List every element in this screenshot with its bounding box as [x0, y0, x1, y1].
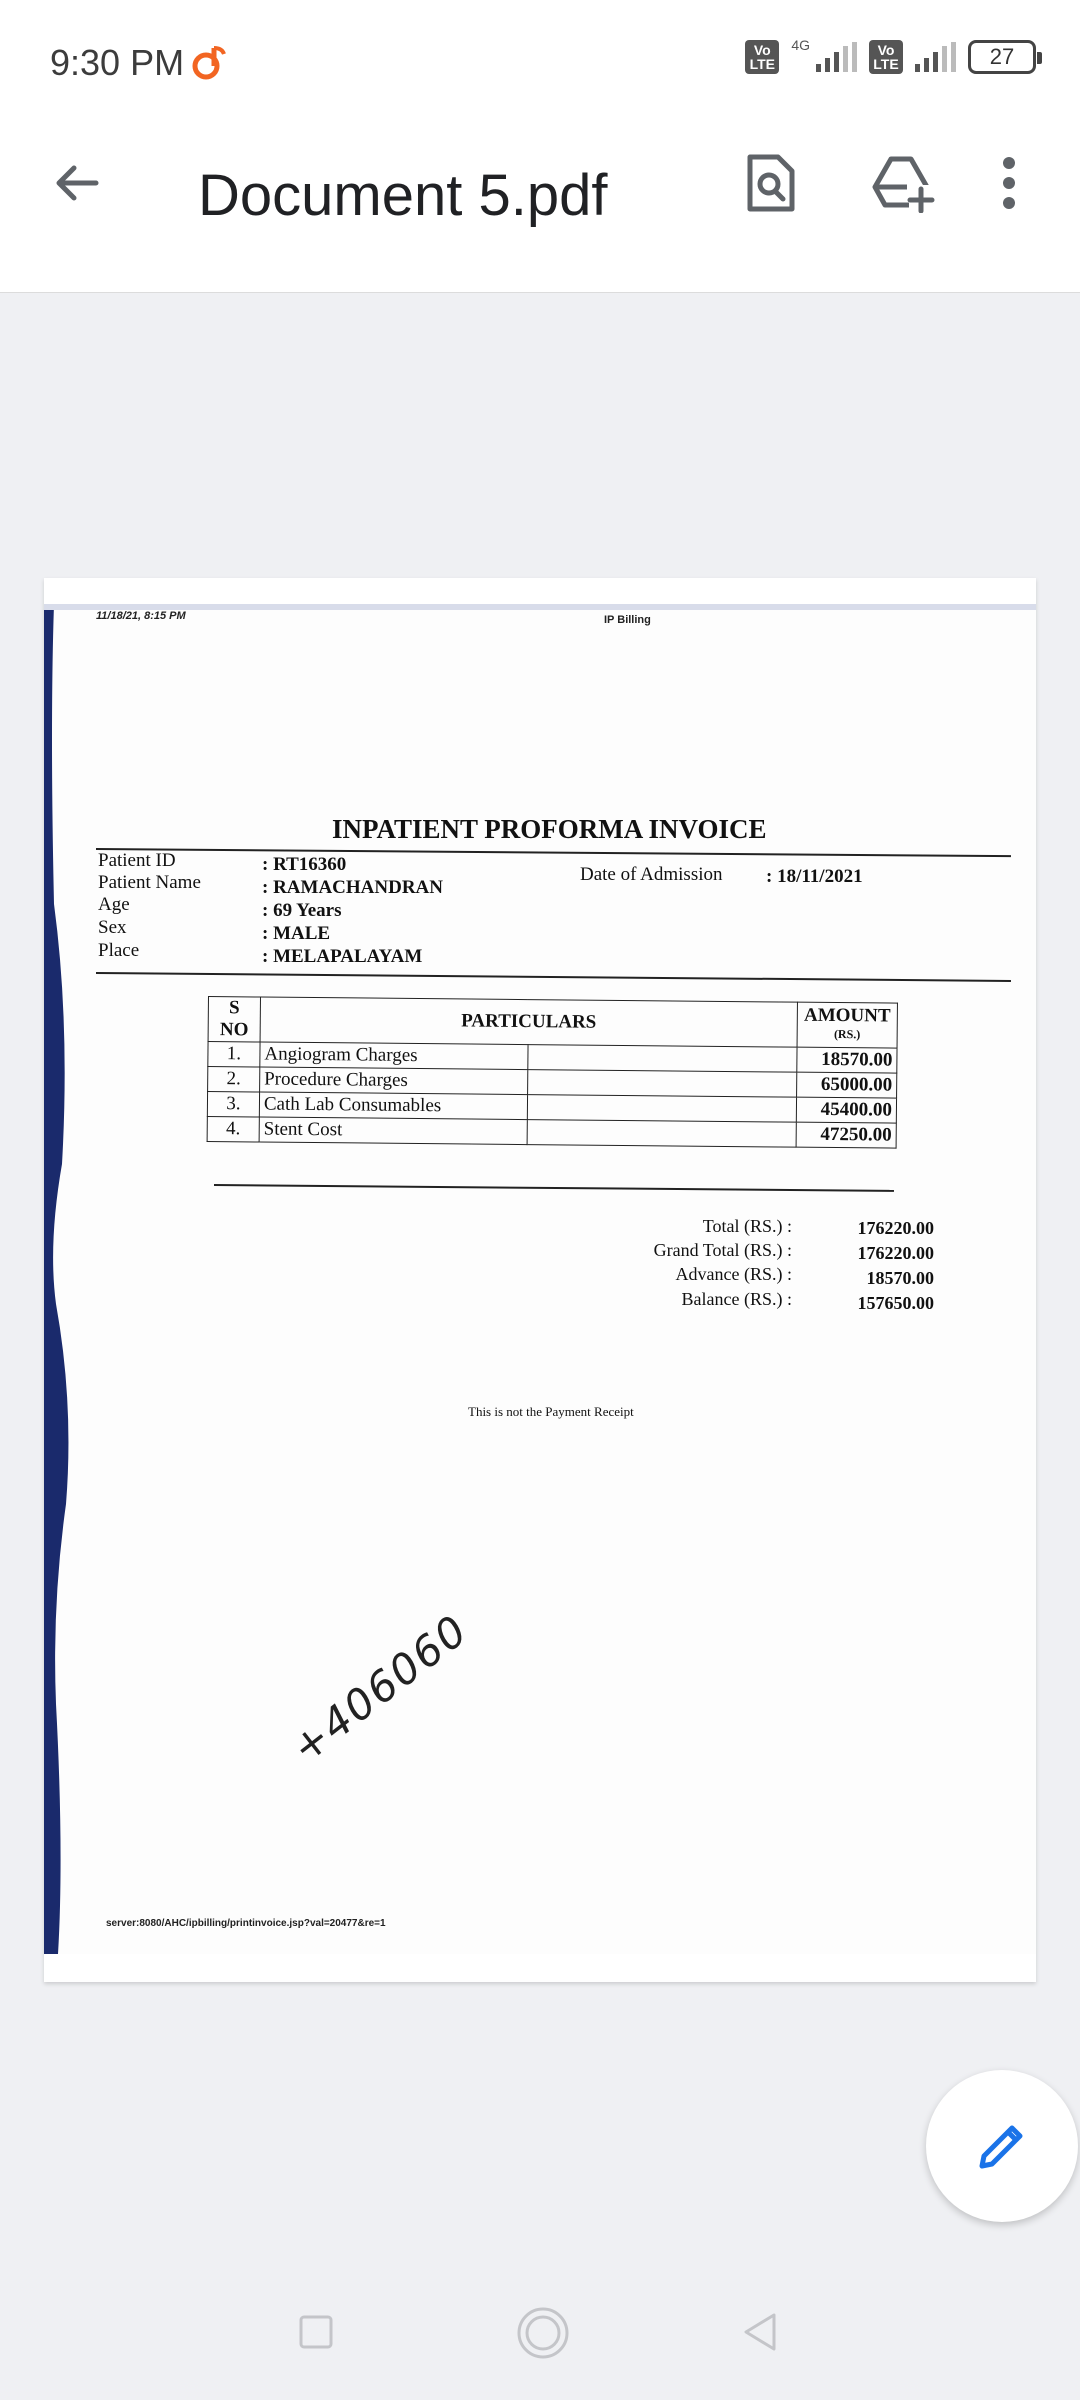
status-indicators	[745, 37, 1036, 74]
amount-header-label: AMOUNT	[803, 1004, 891, 1027]
system-nav-bar	[0, 2290, 1080, 2400]
sex-value: : MALE	[262, 923, 331, 944]
row-blank-cell	[527, 1095, 797, 1123]
amount-header	[797, 1002, 897, 1048]
home-button[interactable]	[516, 2306, 570, 2360]
balance-label: Balance (RS.) :	[681, 1289, 792, 1309]
app-bar	[0, 130, 1080, 293]
admission-date-label: Date of Admission	[580, 864, 723, 885]
not-receipt-note: This is not the Payment Receipt	[468, 1404, 634, 1419]
sim2-volte-badge: Vo LTE	[869, 40, 903, 74]
invoice-title: INPATIENT PROFORMA INVOICE	[332, 814, 767, 844]
row-particular: Stent Cost	[259, 1117, 527, 1145]
back-button[interactable]	[44, 150, 110, 216]
row-amount: 18570.00	[797, 1047, 897, 1073]
row-blank-cell	[527, 1070, 797, 1098]
table-header-row	[208, 997, 897, 1049]
row-blank-cell	[527, 1045, 797, 1073]
scanned-invoice	[44, 604, 1036, 1954]
recents-square-icon	[299, 2315, 333, 2349]
document-title: Document 5.pdf	[198, 163, 608, 228]
more-vert-icon	[999, 153, 1019, 213]
arrow-left-icon	[52, 158, 102, 208]
edit-pencil-icon	[972, 2116, 1032, 2176]
pdf-page[interactable]	[44, 578, 1036, 1982]
footer-url: server:8080/AHC/ipbilling/printinvoice.jsp?val=20477&re=1	[106, 1918, 386, 1929]
row-amount: 47250.00	[796, 1122, 896, 1148]
charges-table	[207, 996, 898, 1149]
patient-id-value: : RT16360	[262, 854, 347, 875]
balance-value: 157650.00	[857, 1293, 934, 1313]
add-to-drive-button[interactable]	[868, 148, 938, 218]
status-bar	[0, 0, 1080, 130]
home-circle-icon	[516, 2306, 570, 2360]
amount-unit-label: (RS.)	[833, 1027, 861, 1042]
sno-header: S NO	[208, 997, 260, 1042]
row-sno: 3.	[207, 1092, 259, 1117]
back-nav-button[interactable]	[740, 2312, 780, 2352]
patient-name-label: Patient Name	[98, 872, 201, 893]
grand-total-label: Grand Total (RS.) :	[653, 1240, 792, 1260]
admission-date-value: : 18/11/2021	[766, 866, 863, 887]
sim1-volte-badge: Vo LTE	[745, 40, 779, 74]
row-particular: Procedure Charges	[260, 1067, 528, 1095]
patient-id-label: Patient ID	[98, 850, 176, 871]
row-blank-cell	[527, 1120, 797, 1148]
row-amount: 65000.00	[797, 1072, 897, 1098]
sex-label: Sex	[98, 917, 127, 938]
handwritten-number: +406060	[282, 1604, 478, 1773]
find-in-page-icon	[744, 153, 798, 213]
status-time: 9:30 PM	[50, 42, 185, 83]
place-value: : MELAPALAYAM	[262, 946, 423, 967]
advance-label: Advance (RS.) :	[675, 1264, 792, 1284]
place-label: Place	[98, 940, 140, 961]
print-timestamp: 11/18/21, 8:15 PM	[96, 610, 186, 622]
sim2-signal-icon	[915, 42, 956, 72]
header-center-label: IP Billing	[604, 614, 651, 626]
row-amount: 45400.00	[796, 1097, 896, 1123]
recents-button[interactable]	[296, 2312, 336, 2352]
age-value: : 69 Years	[262, 900, 342, 921]
row-particular: Angiogram Charges	[260, 1042, 528, 1070]
row-sno: 2.	[208, 1067, 260, 1092]
row-particular: Cath Lab Consumables	[259, 1092, 527, 1120]
row-sno: 4.	[207, 1116, 259, 1141]
total-label: Total (RS.) :	[702, 1216, 792, 1236]
back-triangle-icon	[742, 2312, 778, 2352]
add-to-drive-icon	[871, 153, 935, 213]
find-in-page-button[interactable]	[736, 148, 806, 218]
music-note-icon	[190, 42, 230, 82]
patient-name-value: : RAMACHANDRAN	[262, 877, 444, 898]
age-label: Age	[98, 894, 130, 915]
particulars-header: PARTICULARS	[260, 997, 797, 1047]
row-sno: 1.	[208, 1042, 260, 1067]
battery-level: 27	[989, 44, 1015, 69]
advance-value: 18570.00	[866, 1268, 934, 1288]
grand-total-value: 176220.00	[857, 1243, 934, 1263]
sim1-signal-icon	[816, 42, 857, 72]
edit-fab-button[interactable]	[926, 2070, 1078, 2222]
more-options-button[interactable]	[984, 148, 1034, 218]
network-type-label: 4G	[791, 37, 810, 53]
total-value: 176220.00	[857, 1218, 934, 1238]
battery-icon	[968, 40, 1036, 74]
